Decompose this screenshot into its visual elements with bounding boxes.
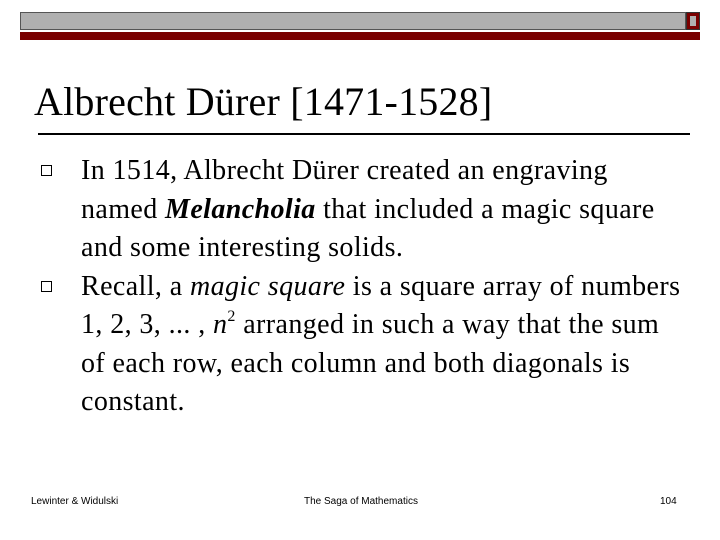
bullet-item-1 — [36, 152, 686, 268]
top-red-strip — [20, 32, 700, 40]
title-underline — [38, 133, 690, 135]
square-bullet-icon — [41, 281, 52, 292]
decorative-top-bar — [20, 12, 700, 40]
page-number: 104 — [660, 496, 677, 507]
square-bullet-icon — [41, 165, 52, 176]
slide-title: Albrecht Dürer [1471-1528] — [34, 79, 493, 124]
term-magic-square: magic square — [189, 270, 346, 302]
bullet-item-2 — [36, 268, 686, 422]
top-gray-strip — [20, 12, 686, 30]
engraving-name: Melancholia — [165, 193, 316, 225]
exponent: 2 — [227, 307, 236, 325]
variable-n: n — [213, 309, 228, 340]
bullet-list — [36, 152, 686, 422]
footer-authors: Lewinter & Widulski — [31, 496, 119, 507]
bullet-text-1: In 1514, Albrecht Dürer created an engraving named Melancholia that included a magic square and some interesting solids. — [81, 155, 655, 263]
footer-title: The Saga of Mathematics — [304, 496, 418, 507]
bullet-text-2: Recall, a magic square is a square array of numbers 1, 2, 3, ... , $n^2$ arranged in such a way that the sum of each row, each column and both diagonals is constant. — [81, 270, 681, 417]
corner-square-icon — [686, 12, 700, 30]
